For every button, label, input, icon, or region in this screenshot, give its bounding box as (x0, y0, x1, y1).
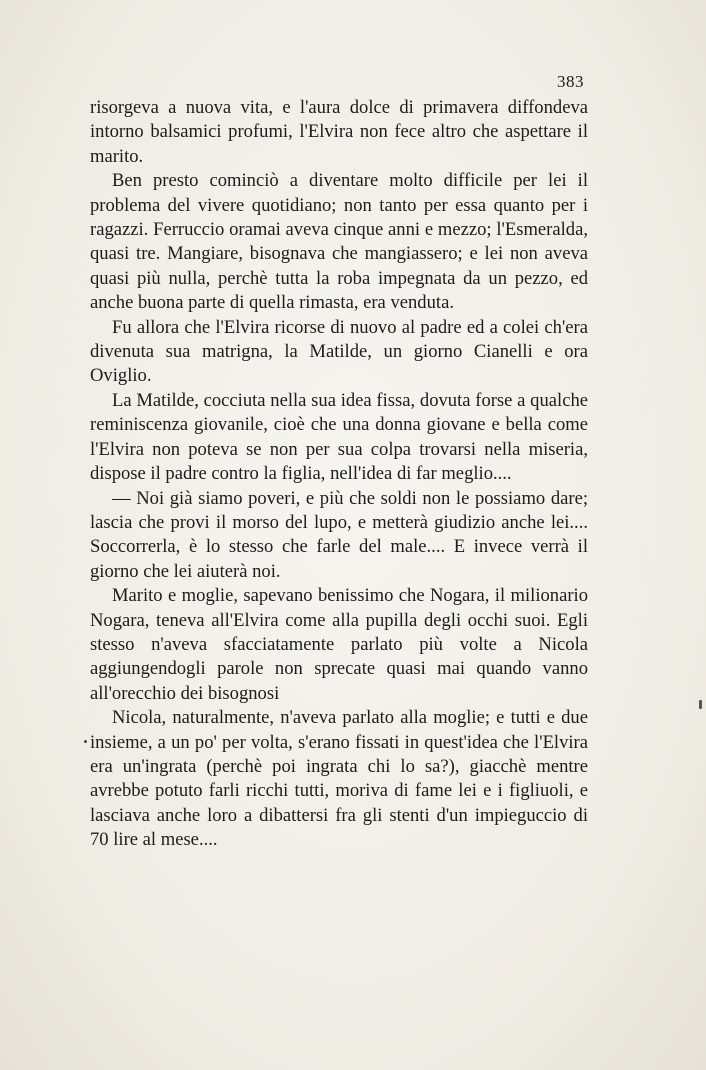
paragraph-5-dialogue: — Noi già siamo poveri, e più che soldi non le possiamo dare; lascia che provi il morso del lupo, e metterà giudizio anche lei.... Soccorrerla, è lo stesso che farle del male.... E invece verrà il giorno che lei aiuterà noi. (90, 487, 588, 582)
paragraph-1: risorgeva a nuova vita, e l'aura dolce di primavera diffondeva intorno balsamici profumi, l'Elvira non fece altro che aspettare il marito. (90, 97, 588, 167)
body-text (90, 96, 588, 853)
page-number: 383 (557, 72, 584, 91)
margin-speck (84, 740, 87, 743)
paragraph-6: Marito e moglie, sapevano benissimo che Nogara, il milionario Nogara, teneva all'Elvira come alla pupilla degli occhi suoi. Egli stesso n'aveva sfacciatamente parlato più volte a Nicola aggiungendogli parole non sprecate quasi mai quando vanno all'orecchio dei bisognosi (90, 585, 588, 704)
paragraph-3: Fu allora che l'Elvira ricorse di nuovo al padre ed a colei ch'era divenuta sua matrigna, la Matilde, un giorno Cianelli e ora Oviglio. (90, 316, 588, 387)
paragraph-2: Ben presto cominciò a diventare molto difficile per lei il problema del vivere quotidiano; non tanto per essa quanto per i ragazzi. Ferruccio oramai aveva cinque anni e mezzo; l'Esmeralda, quasi tre. Mangiare, bisognava che mangiassero; e lei non aveva quasi più nulla, perchè tutta la roba impegnata da un pezzo, ed anche buona parte di quella rimasta, era venduta. (90, 170, 588, 314)
edge-mark (699, 700, 702, 709)
paragraph-4: La Matilde, cocciuta nella sua idea fissa, dovuta forse a qualche reminiscenza giovanile, cioè che una donna giovane e bella come l'Elvira non poteva se non per sua colpa trovarsi nella miseria, dispose il padre contro la figlia, nell'idea di far meglio.... (90, 389, 588, 485)
paragraph-7: Nicola, naturalmente, n'aveva parlato alla moglie; e tutti e due insieme, a un po' per volta, s'erano fissati in quest'idea che l'Elvira era un'ingrata (perchè poi ingrata chi lo sa?), giacchè mentre avrebbe potuto farli ricchi tutti, moriva di fame lei e i figliuoli, e lasciava anche loro a dibattersi fra gli stenti d'un impieguccio di 70 lire al mese.... (90, 707, 588, 851)
